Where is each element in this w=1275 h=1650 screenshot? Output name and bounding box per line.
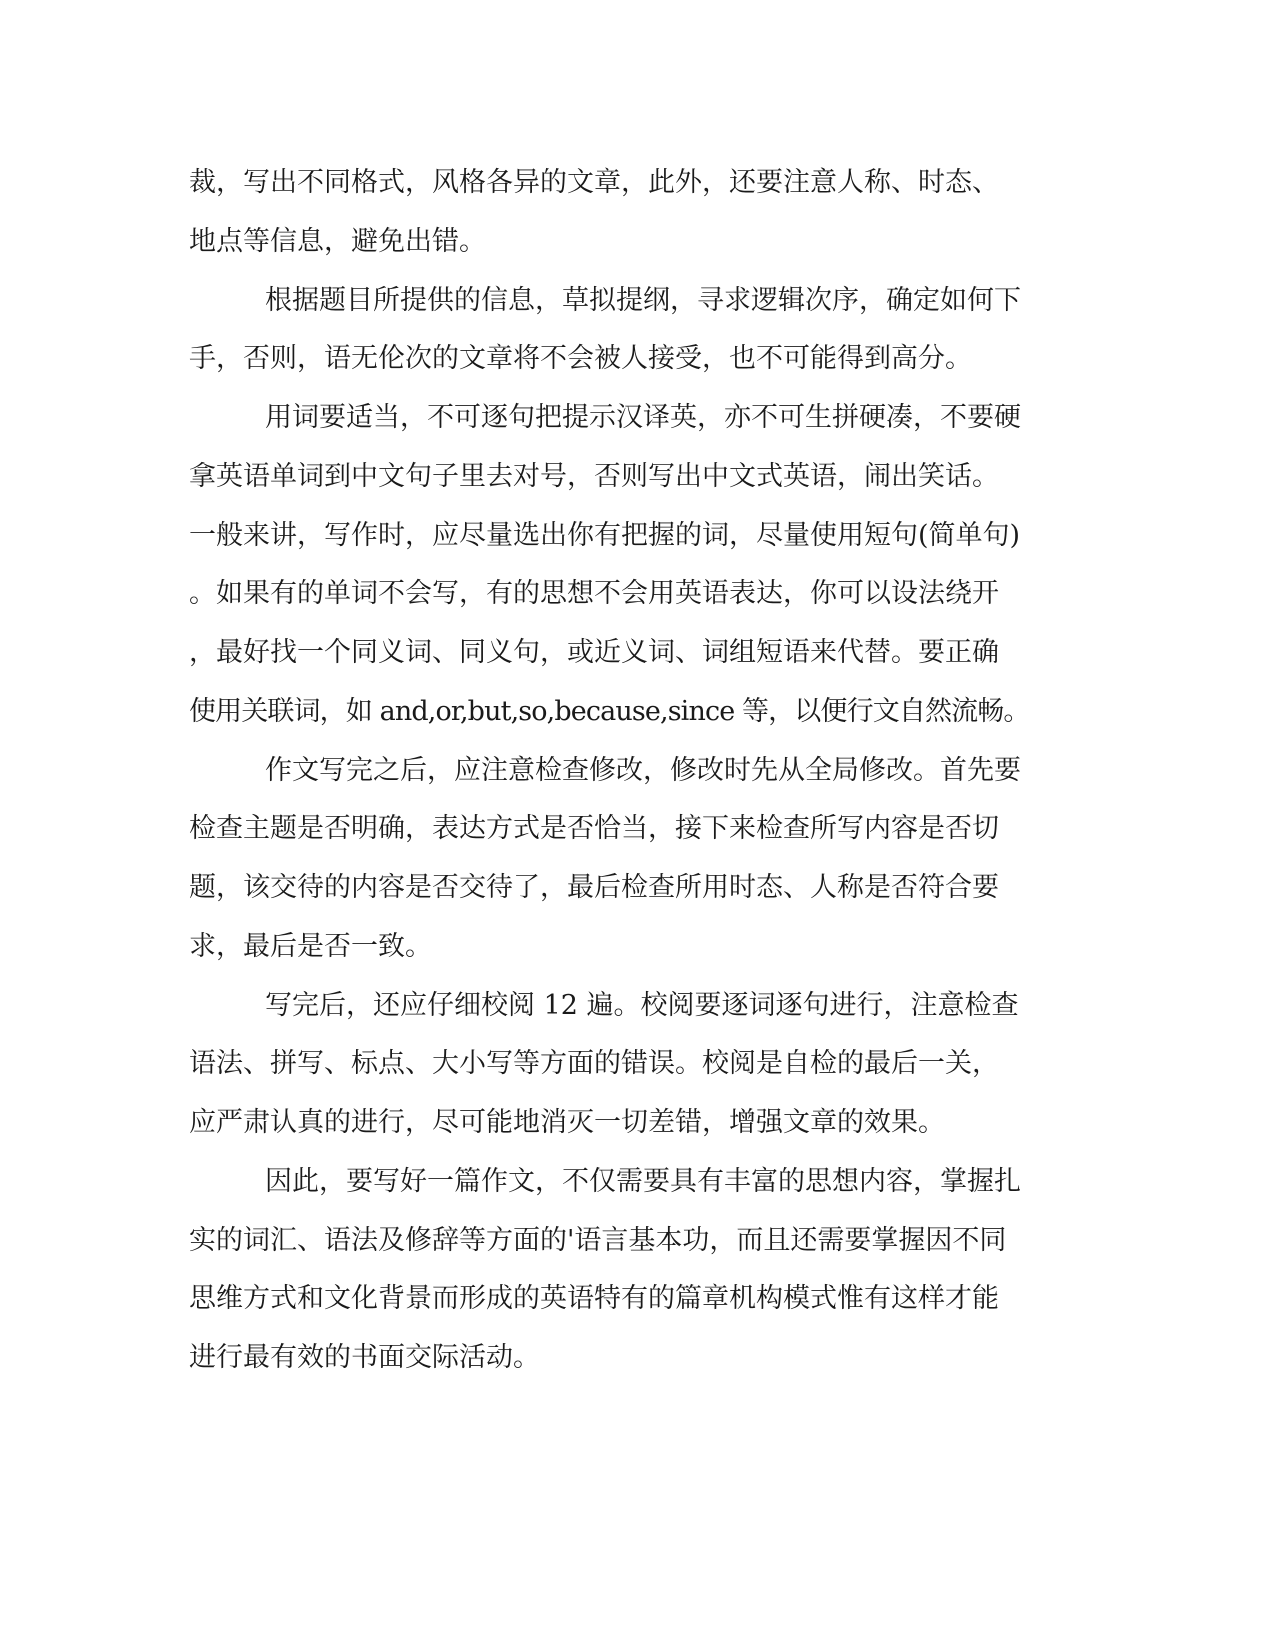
- text-line: 地点等信息，避免出错。: [189, 226, 486, 257]
- text-line: 。如果有的单词不会写，有的思想不会用英语表达，你可以设法绕开: [189, 578, 999, 609]
- paragraph-first-line: 因此，要写好一篇作文，不仅需要具有丰富的思想内容，掌握扎: [265, 1166, 1021, 1197]
- text-line: 拿英语单词到中文句子里去对号，否则写出中文式英语，闹出笑话。: [189, 461, 999, 492]
- text-line: ，最好找一个同义词、同义句，或近义词、词组短语来代替。要正确: [189, 637, 999, 668]
- text-line: 思维方式和文化背景而形成的英语特有的篇章机构模式惟有这样才能: [189, 1283, 999, 1314]
- text-line: 使用关联词，如 and,or,but,so,because,since 等，以便行文自然流畅。: [189, 696, 1030, 727]
- text-line: 题，该交待的内容是否交待了，最后检查所用时态、人称是否符合要: [189, 872, 999, 903]
- text-line: 一般来讲，写作时，应尽量选出你有把握的词，尽量使用短句(简单句): [189, 520, 1021, 551]
- text-line: 求，最后是否一致。: [189, 931, 432, 962]
- text-line: 检查主题是否明确，表达方式是否恰当，接下来检查所写内容是否切: [189, 813, 999, 844]
- text-line: 应严肃认真的进行，尽可能地消灭一切差错，增强文章的效果。: [189, 1107, 945, 1138]
- text-line: 实的词汇、语法及修辞等方面的'语言基本功，而且还需要掌握因不同: [189, 1225, 1007, 1256]
- paragraph-first-line: 写完后，还应仔细校阅 12 遍。校阅要逐词逐句进行，注意检查: [265, 990, 1019, 1021]
- paragraph-first-line: 作文写完之后，应注意检查修改，修改时先从全局修改。首先要: [265, 755, 1021, 786]
- text-line: 手，否则，语无伦次的文章将不会被人接受，也不可能得到高分。: [189, 343, 972, 374]
- paragraph-first-line: 用词要适当，不可逐句把提示汉译英，亦不可生拼硬凑，不要硬: [265, 402, 1021, 433]
- text-line: 裁，写出不同格式，风格各异的文章，此外，还要注意人称、时态、: [189, 167, 999, 198]
- paragraph-first-line: 根据题目所提供的信息，草拟提纲，寻求逻辑次序，确定如何下: [265, 285, 1021, 316]
- text-line: 进行最有效的书面交际活动。: [189, 1342, 540, 1373]
- text-line: 语法、拼写、标点、大小写等方面的错误。校阅是自检的最后一关，: [189, 1048, 999, 1079]
